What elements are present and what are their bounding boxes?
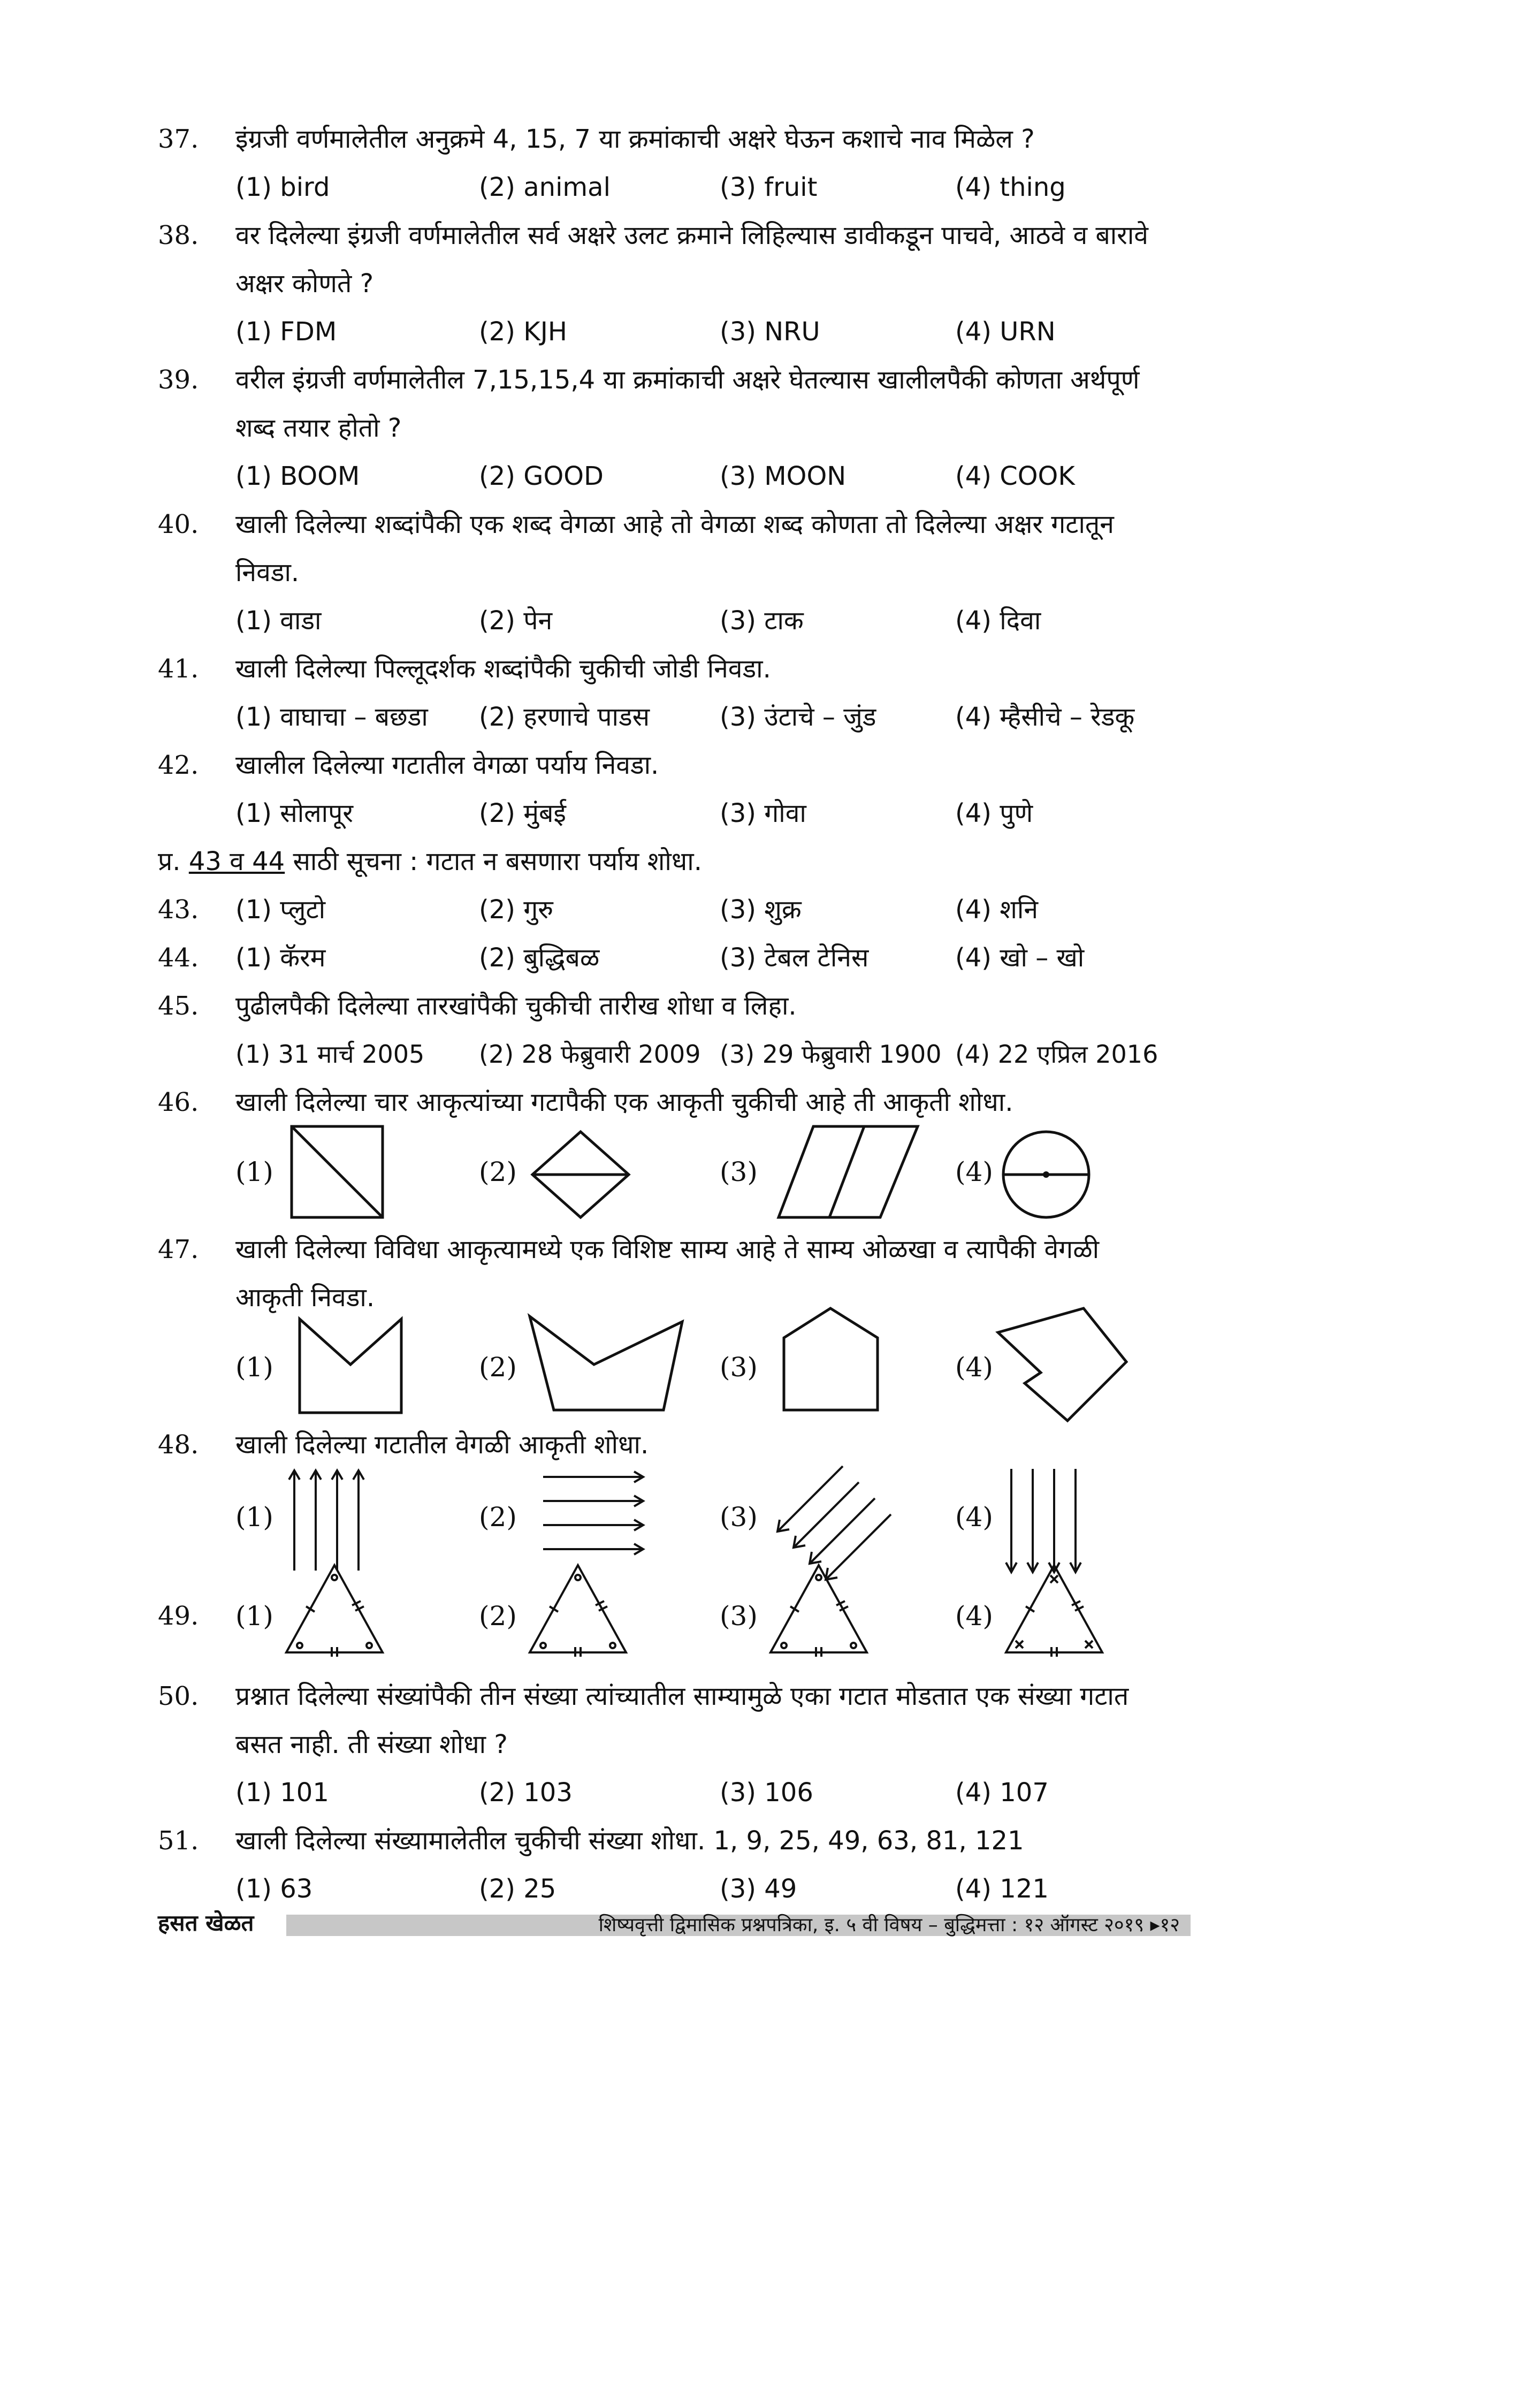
notched-trapezoid-figure: [527, 1314, 688, 1413]
question-39: [0, 359, 1525, 401]
question-number: 43.: [158, 895, 199, 925]
question-number: 49.: [158, 1601, 199, 1631]
option-1: (1) 101: [235, 1778, 329, 1808]
circle-with-diameter-figure: [1001, 1129, 1092, 1220]
triangle-figure-3: [768, 1563, 870, 1656]
question-number: 37.: [158, 124, 199, 154]
figure-label-1: (1): [235, 1156, 273, 1187]
option-2: (2) 103: [479, 1778, 573, 1808]
question-text: पुढीलपैकी दिलेल्या तारखांपैकी चुकीची तारीख शोधा व लिहा.: [235, 991, 797, 1021]
brand-logo-text: हसत खेळत: [158, 1910, 254, 1936]
question-text: खाली दिलेल्या पिल्लूदर्शक शब्दांपैकी चुकीची जोडी निवडा.: [235, 654, 771, 684]
figure-label-2: (2): [479, 1156, 517, 1187]
option-3: (3) 49: [720, 1874, 797, 1904]
option-4: (4) thing: [955, 172, 1066, 202]
notched-square-figure: [297, 1316, 404, 1415]
question-text: खाली दिलेल्या चार आकृत्यांच्या गटापैकी एक आकृती चुकीची आहे ती आकृती शोधा.: [235, 1087, 1013, 1117]
question-38: [0, 214, 1525, 257]
option-4: (4) 107: [955, 1778, 1049, 1808]
question-number: 44.: [158, 943, 199, 973]
figure-label-4: (4): [955, 1502, 993, 1533]
option-1: (1) 31 मार्च 2005: [235, 1040, 425, 1069]
option-2: (2) गुरु: [479, 895, 553, 925]
question-50: [0, 1675, 1525, 1718]
option-2: (2) पेन: [479, 606, 553, 636]
figure-label-4: (4): [955, 1352, 993, 1383]
option-3: (3) टाक: [720, 606, 804, 636]
question-number: 47.: [158, 1235, 199, 1264]
figure-label-2: (2): [479, 1352, 517, 1383]
question-text-cont: आकृती निवडा.: [235, 1283, 375, 1313]
question-number: 42.: [158, 750, 199, 780]
option-4: (4) पुणे: [955, 798, 1033, 828]
diamond-with-line-figure: [530, 1129, 631, 1220]
page-footer: [158, 1910, 1191, 1937]
footer-text: शिष्यवृत्ती द्विमासिक प्रश्नपत्रिका, इ. ५ वी विषय – बुद्धिमत्ता : १२ ऑगस्ट २०१९ ▸१२: [598, 1914, 1180, 1936]
question-40: [0, 503, 1525, 546]
question-text-cont: अक्षर कोणते ?: [235, 269, 374, 299]
triangle-figure-4: [1003, 1563, 1105, 1656]
question-text: खाली दिलेल्या शब्दांपैकी एक शब्द वेगळा आहे तो वेगळा शब्द कोणता तो दिलेल्या अक्षर गटातून: [235, 509, 1114, 539]
option-4: (4) 121: [955, 1874, 1049, 1904]
option-3: (3) 106: [720, 1778, 813, 1808]
question-text: वर दिलेल्या इंग्रजी वर्णमालेतील सर्व अक्षरे उलट क्रमाने लिहिल्यास डावीकडून पाचवे, आठवे व बारावे: [235, 220, 1148, 250]
option-3: (3) fruit: [720, 172, 818, 202]
question-45: [0, 985, 1525, 1027]
option-1: (1) प्लुटो: [235, 895, 326, 925]
arrows-up-figure: [289, 1466, 369, 1573]
section-note: [158, 840, 702, 883]
question-text: खालील दिलेल्या गटातील वेगळा पर्याय निवडा.: [235, 750, 659, 780]
question-number: 40.: [158, 509, 199, 539]
option-2: (2) KJH: [479, 317, 567, 347]
triangle-figure-1: [284, 1563, 385, 1656]
figure-label-4: (4): [955, 1601, 993, 1632]
figure-label-3: (3): [720, 1156, 758, 1187]
option-3: (3) MOON: [720, 461, 847, 491]
question-number: 39.: [158, 365, 199, 395]
figure-label-2: (2): [479, 1502, 517, 1533]
question-number: 50.: [158, 1681, 199, 1711]
figure-label-3: (3): [720, 1502, 758, 1533]
footer-bar: [286, 1915, 1191, 1936]
option-4: (4) URN: [955, 317, 1056, 347]
figure-label-1: (1): [235, 1502, 273, 1533]
question-text-cont: शब्द तयार होतो ?: [235, 413, 402, 443]
figure-label-3: (3): [720, 1352, 758, 1383]
question-51: [0, 1819, 1525, 1862]
option-3: (3) उंटाचे – जुंड: [720, 702, 876, 732]
arrows-down-figure: [1006, 1466, 1086, 1579]
option-2: (2) animal: [479, 172, 611, 202]
question-48: [0, 1423, 1525, 1466]
question-number: 38.: [158, 220, 199, 250]
figure-label-4: (4): [955, 1156, 993, 1187]
option-1: (1) सोलापूर: [235, 798, 354, 828]
option-4: (4) दिवा: [955, 606, 1041, 636]
question-text: प्रश्नात दिलेल्या संख्यांपैकी तीन संख्या त्यांच्यातील साम्यामुळे एका गटात मोडतात एक संख्या गटात: [235, 1681, 1129, 1711]
question-number: 41.: [158, 654, 199, 684]
parallelogram-with-line-figure: [776, 1124, 920, 1220]
option-1: (1) FDM: [235, 317, 337, 347]
option-1: (1) bird: [235, 172, 330, 202]
question-number: 45.: [158, 991, 199, 1021]
option-3: (3) टेबल टेनिस: [720, 943, 869, 973]
question-46: [0, 1081, 1525, 1124]
option-4: (4) COOK: [955, 461, 1075, 491]
option-1: (1) वाघाचा – बछडा: [235, 702, 428, 732]
question-text: वरील इंग्रजी वर्णमालेतील 7,15,15,4 या क्रमांकाची अक्षरे घेतल्यास खालीलपैकी कोणता अर्थपूर्ण: [235, 365, 1140, 395]
option-3: (3) 29 फेब्रुवारी 1900: [720, 1040, 942, 1069]
option-3: (3) NRU: [720, 317, 820, 347]
option-1: (1) वाडा: [235, 606, 322, 636]
question-number: 48.: [158, 1430, 199, 1460]
arrows-right-figure: [540, 1472, 647, 1563]
irregular-polygon-figure: [995, 1306, 1129, 1423]
question-text-cont: बसत नाही. ती संख्या शोधा ?: [235, 1729, 508, 1759]
option-3: (3) गोवा: [720, 798, 806, 828]
figure-label-3: (3): [720, 1601, 758, 1632]
question-number: 51.: [158, 1826, 199, 1856]
question-42: [0, 744, 1525, 787]
figure-label-1: (1): [235, 1352, 273, 1383]
option-2: (2) हरणाचे पाडस: [479, 702, 650, 732]
question-text: इंग्रजी वर्णमालेतील अनुक्रमे 4, 15, 7 या क्रमांकाची अक्षरे घेऊन कशाचे नाव मिळेल ?: [235, 124, 1035, 154]
question-number: 46.: [158, 1087, 199, 1117]
question-49: [0, 1595, 1525, 1637]
question-37: [0, 118, 1525, 161]
question-text: खाली दिलेल्या गटातील वेगळी आकृती शोधा.: [235, 1430, 649, 1460]
question-47: [0, 1228, 1525, 1271]
question-41: [0, 647, 1525, 690]
option-2: (2) 25: [479, 1874, 556, 1904]
figure-label-1: (1): [235, 1601, 273, 1632]
note-question-range: 43 व 44: [188, 847, 285, 877]
note-prefix: प्र.: [158, 847, 189, 877]
option-1: (1) 63: [235, 1874, 313, 1904]
question-text: खाली दिलेल्या संख्यामालेतील चुकीची संख्या शोधा. 1, 9, 25, 49, 63, 81, 121: [235, 1826, 1024, 1856]
question-text-cont: निवडा.: [235, 558, 300, 588]
option-1: (1) BOOM: [235, 461, 360, 491]
figure-label-2: (2): [479, 1601, 517, 1632]
question-text: खाली दिलेल्या विविधा आकृत्यामध्ये एक विशिष्ट साम्य आहे ते साम्य ओळखा व त्यापैकी वेगळी: [235, 1235, 1100, 1264]
option-3: (3) शुक्र: [720, 895, 802, 925]
note-instruction: साठी सूचना : गटात न बसणारा पर्याय शोधा.: [285, 847, 703, 877]
option-2: (2) बुद्धिबळ: [479, 943, 600, 973]
option-4: (4) म्हैसीचे – रेडकू: [955, 702, 1135, 732]
triangle-figure-2: [527, 1563, 629, 1656]
pentagon-figure: [781, 1306, 880, 1413]
option-4: (4) शनि: [955, 895, 1038, 925]
option-2: (2) मुंबई: [479, 798, 566, 828]
square-with-diagonal-figure: [289, 1124, 385, 1220]
option-4: (4) खो – खो: [955, 943, 1085, 973]
option-1: (1) कॅरम: [235, 943, 326, 973]
option-2: (2) GOOD: [479, 461, 604, 491]
option-2: (2) 28 फेब्रुवारी 2009: [479, 1040, 701, 1069]
option-4: (4) 22 एप्रिल 2016: [955, 1040, 1158, 1069]
